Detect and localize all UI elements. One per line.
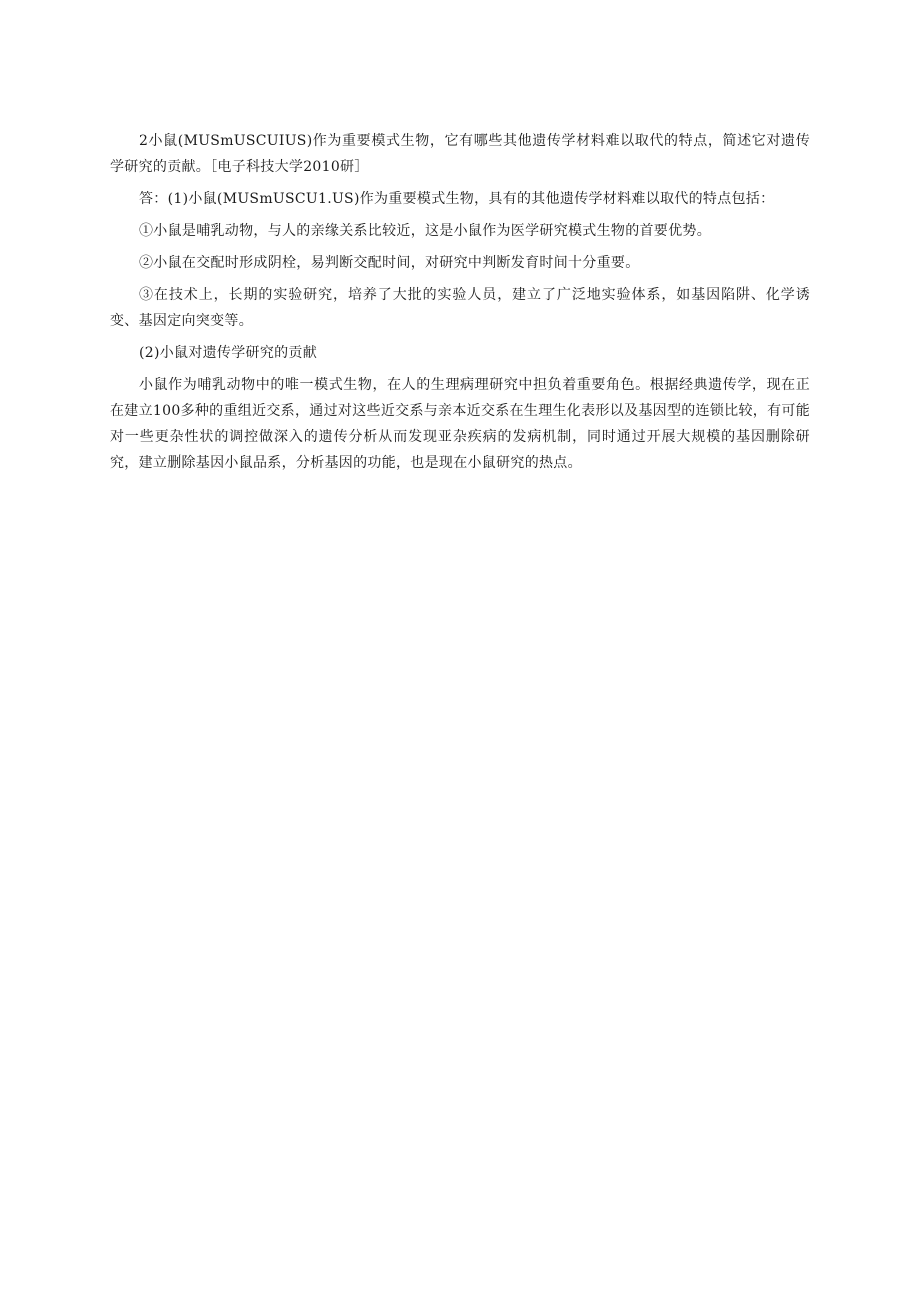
section-2-heading: (2)小鼠对遗传学研究的贡献 <box>139 345 318 361</box>
document-page <box>110 128 810 482</box>
point-3-paragraph: ③在技术上，长期的实验研究，培养了大批的实验人员，建立了广泛地实验体系，如基因陷阱、化学诱变、基因定向突变等。 <box>110 287 810 329</box>
answer-intro-paragraph: 答：(1)小鼠(MUSmUSCU1.US)作为重要模式生物，具有的其他遗传学材料难以取代的特点包括： <box>139 191 775 207</box>
contribution-paragraph: 小鼠作为哺乳动物中的唯一模式生物，在人的生理病理研究中担负着重要角色。根据经典遗传学，现在正在建立100多种的重组近交系，通过对这些近交系与亲本近交系在生理生化表形以及基因型的连锁比较，有可能对一些更杂性状的调控做深入的遗传分析从而发现亚杂疾病的发病机制，同时通过开展大规模的基因删除研究，建立删除基因小鼠品系，分析基因的功能，也是现在小鼠研究的热点。 <box>110 377 810 471</box>
question-paragraph: 2小鼠(MUSmUSCUIUS)作为重要模式生物，它有哪些其他遗传学材料难以取代的特点，简述它对遗传学研究的贡献。［电子科技大学2010研］ <box>110 133 810 175</box>
point-1-paragraph: ①小鼠是哺乳动物，与人的亲缘关系比较近，这是小鼠作为医学研究模式生物的首要优势。 <box>139 223 711 239</box>
point-2-paragraph: ②小鼠在交配时形成阴栓，易判断交配时间，对研究中判断发育时间十分重要。 <box>139 255 640 271</box>
